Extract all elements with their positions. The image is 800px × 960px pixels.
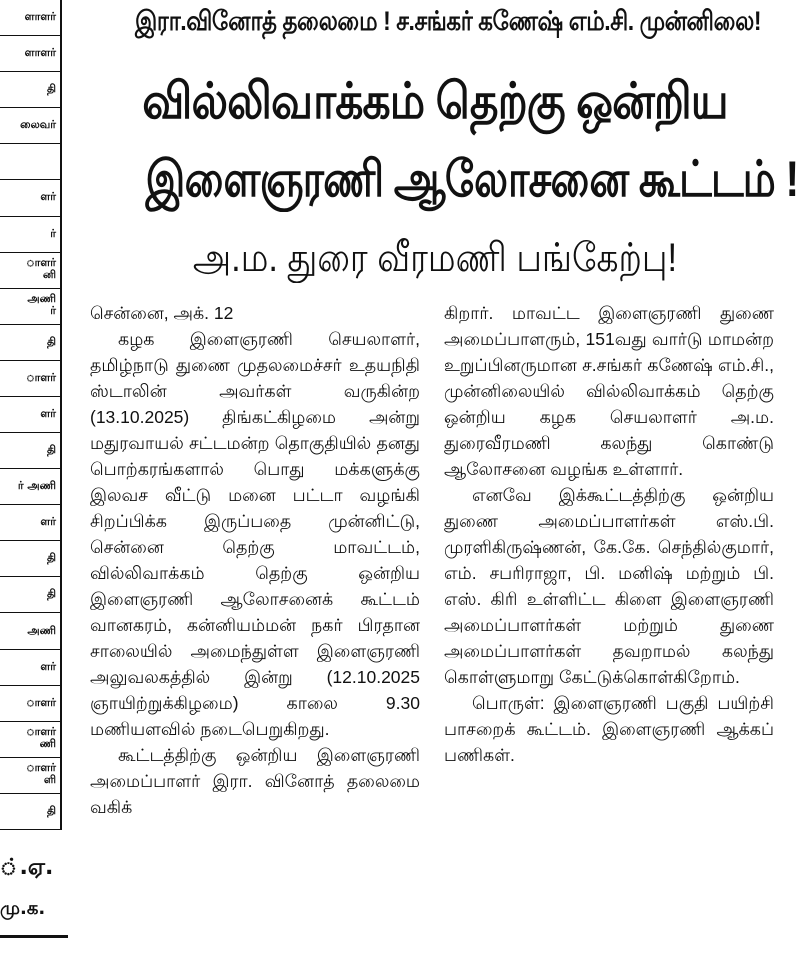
adjacent-column-row: ாளர் னி	[0, 253, 60, 289]
paragraph: கூட்டத்திற்கு ஒன்றிய இளைஞரணி அமைப்பாளர் இரா. வினோத் தலைமை வகிக்	[90, 745, 420, 817]
adjacent-column-row: தி	[0, 794, 60, 830]
paragraph: கிறார். மாவட்ட இளைஞரணி துணை அமைப்பாளரும், 151வது வார்டு மாமன்ற உறுப்பினருமான ச.சங்கர் கணேஷ் எம்.சி., முன்னிலையில் வில்லிவாக்கம் தெற்கு ஒன்றிய கழக செயலாளர் அ.ம. துரைவீரமணி கலந்து கொண்டு ஆலோசனை வழங்க உள்ளார்.	[444, 303, 774, 479]
article-kicker: இரா.வினோத் தலைமை ! ச.சங்கர் கணேஷ் எம்.சி. முன்னிலை!	[134, 6, 762, 36]
adjacent-column-row: ர் அணி	[0, 469, 60, 505]
adjacent-column-row: அணி	[0, 613, 60, 649]
adjacent-column-row: ளர்	[0, 505, 60, 541]
adjacent-column-row: தி	[0, 433, 60, 469]
article-subhead: அ.ம. துரை வீரமணி பங்கேற்பு!	[192, 236, 678, 280]
adjacent-column-row: ாளர்	[0, 361, 60, 397]
article-column-2	[444, 300, 774, 768]
adjacent-column-row: அணி ர்	[0, 289, 60, 325]
dateline: சென்னை, அக். 12	[90, 303, 234, 323]
adjacent-column-row: லைவர்	[0, 108, 60, 144]
paragraph: கழக இளைஞரணி செயலாளர், தமிழ்நாடு துணை முதலமைச்சர் உதயநிதி ஸ்டாலின் அவர்கள் வருகின்ற (13.10.2025) திங்கட்கிழமை அன்று மதுரவாயல் சட்டமன்ற தொகுதியில் தனது பொற்கரங்களால் பொது மக்களுக்கு இலவச வீட்டு மனை பட்டா வழங்கி சிறப்பிக்க இருப்பதை முன்னிட்டு, சென்னை தெற்கு மாவட்டம், வில்லிவாக்கம் தெற்கு ஒன்றிய இளைஞரணி ஆலோசனைக் கூட்டம் வானகரம், கன்னியம்மன் நகர் பிரதான சாலையில் அமைந்துள்ள இளைஞரணி அலுவலகத்தில் இன்று (12.10.2025 ஞாயிற்றுக்கிழமை) காலை 9.30 மணியளவில் நடைபெறுகிறது.	[90, 329, 420, 739]
adjacent-column-bottom-text: ்.ஏ.	[0, 855, 54, 880]
adjacent-column-row: தி	[0, 325, 60, 361]
adjacent-column-rule	[0, 935, 68, 938]
article-column-1	[90, 300, 420, 820]
headline-line-1: வில்லிவாக்கம் தெற்கு ஒன்றிய	[142, 73, 728, 129]
adjacent-column-row: தி	[0, 577, 60, 613]
adjacent-column-bottom-text-2: மு.க.	[0, 898, 46, 919]
adjacent-column-row: ாளர் ணி	[0, 722, 60, 758]
paragraph: பொருள்: இளைஞரணி பகுதி பயிற்சி பாசறைக் கூட்டம். இளைஞரணி ஆக்கப் பணிகள்.	[444, 693, 774, 765]
adjacent-column-row: ர்	[0, 217, 60, 253]
adjacent-column-row: ளர்	[0, 650, 60, 686]
adjacent-column-row: ளாளர்	[0, 36, 60, 72]
adjacent-column-row: ாளர் ளி	[0, 758, 60, 794]
adjacent-column-row: ளர்	[0, 180, 60, 216]
adjacent-column-row: தி	[0, 72, 60, 108]
adjacent-column-row: ளாளர்	[0, 0, 60, 36]
news-article	[82, 0, 799, 960]
paragraph: எனவே இக்கூட்டத்திற்கு ஒன்றிய துணை அமைப்பாளர்கள் எஸ்.பி. முரளிகிருஷ்ணன், கே.கே. செந்தில்குமார், எம். சபரிராஜா, பி. மனிஷ் மற்றும் பி. எஸ். கிரி உள்ளிட்ட கிளை இளைஞரணி அமைப்பாளர்கள் மற்றும் துணை அமைப்பாளர்கள் தவறாமல் கலந்து கொள்ளுமாறு கேட்டுக்கொள்கிறோம்.	[444, 485, 774, 687]
adjacent-column-row: ாளர்	[0, 686, 60, 722]
adjacent-column-row: தி	[0, 541, 60, 577]
adjacent-column-row: ளர்	[0, 397, 60, 433]
headline-line-2: இளைஞரணி ஆலோசனை கூட்டம் !	[145, 151, 799, 207]
adjacent-column-box	[0, 0, 62, 830]
adjacent-column-row	[0, 144, 60, 180]
adjacent-column-strip	[0, 0, 68, 960]
